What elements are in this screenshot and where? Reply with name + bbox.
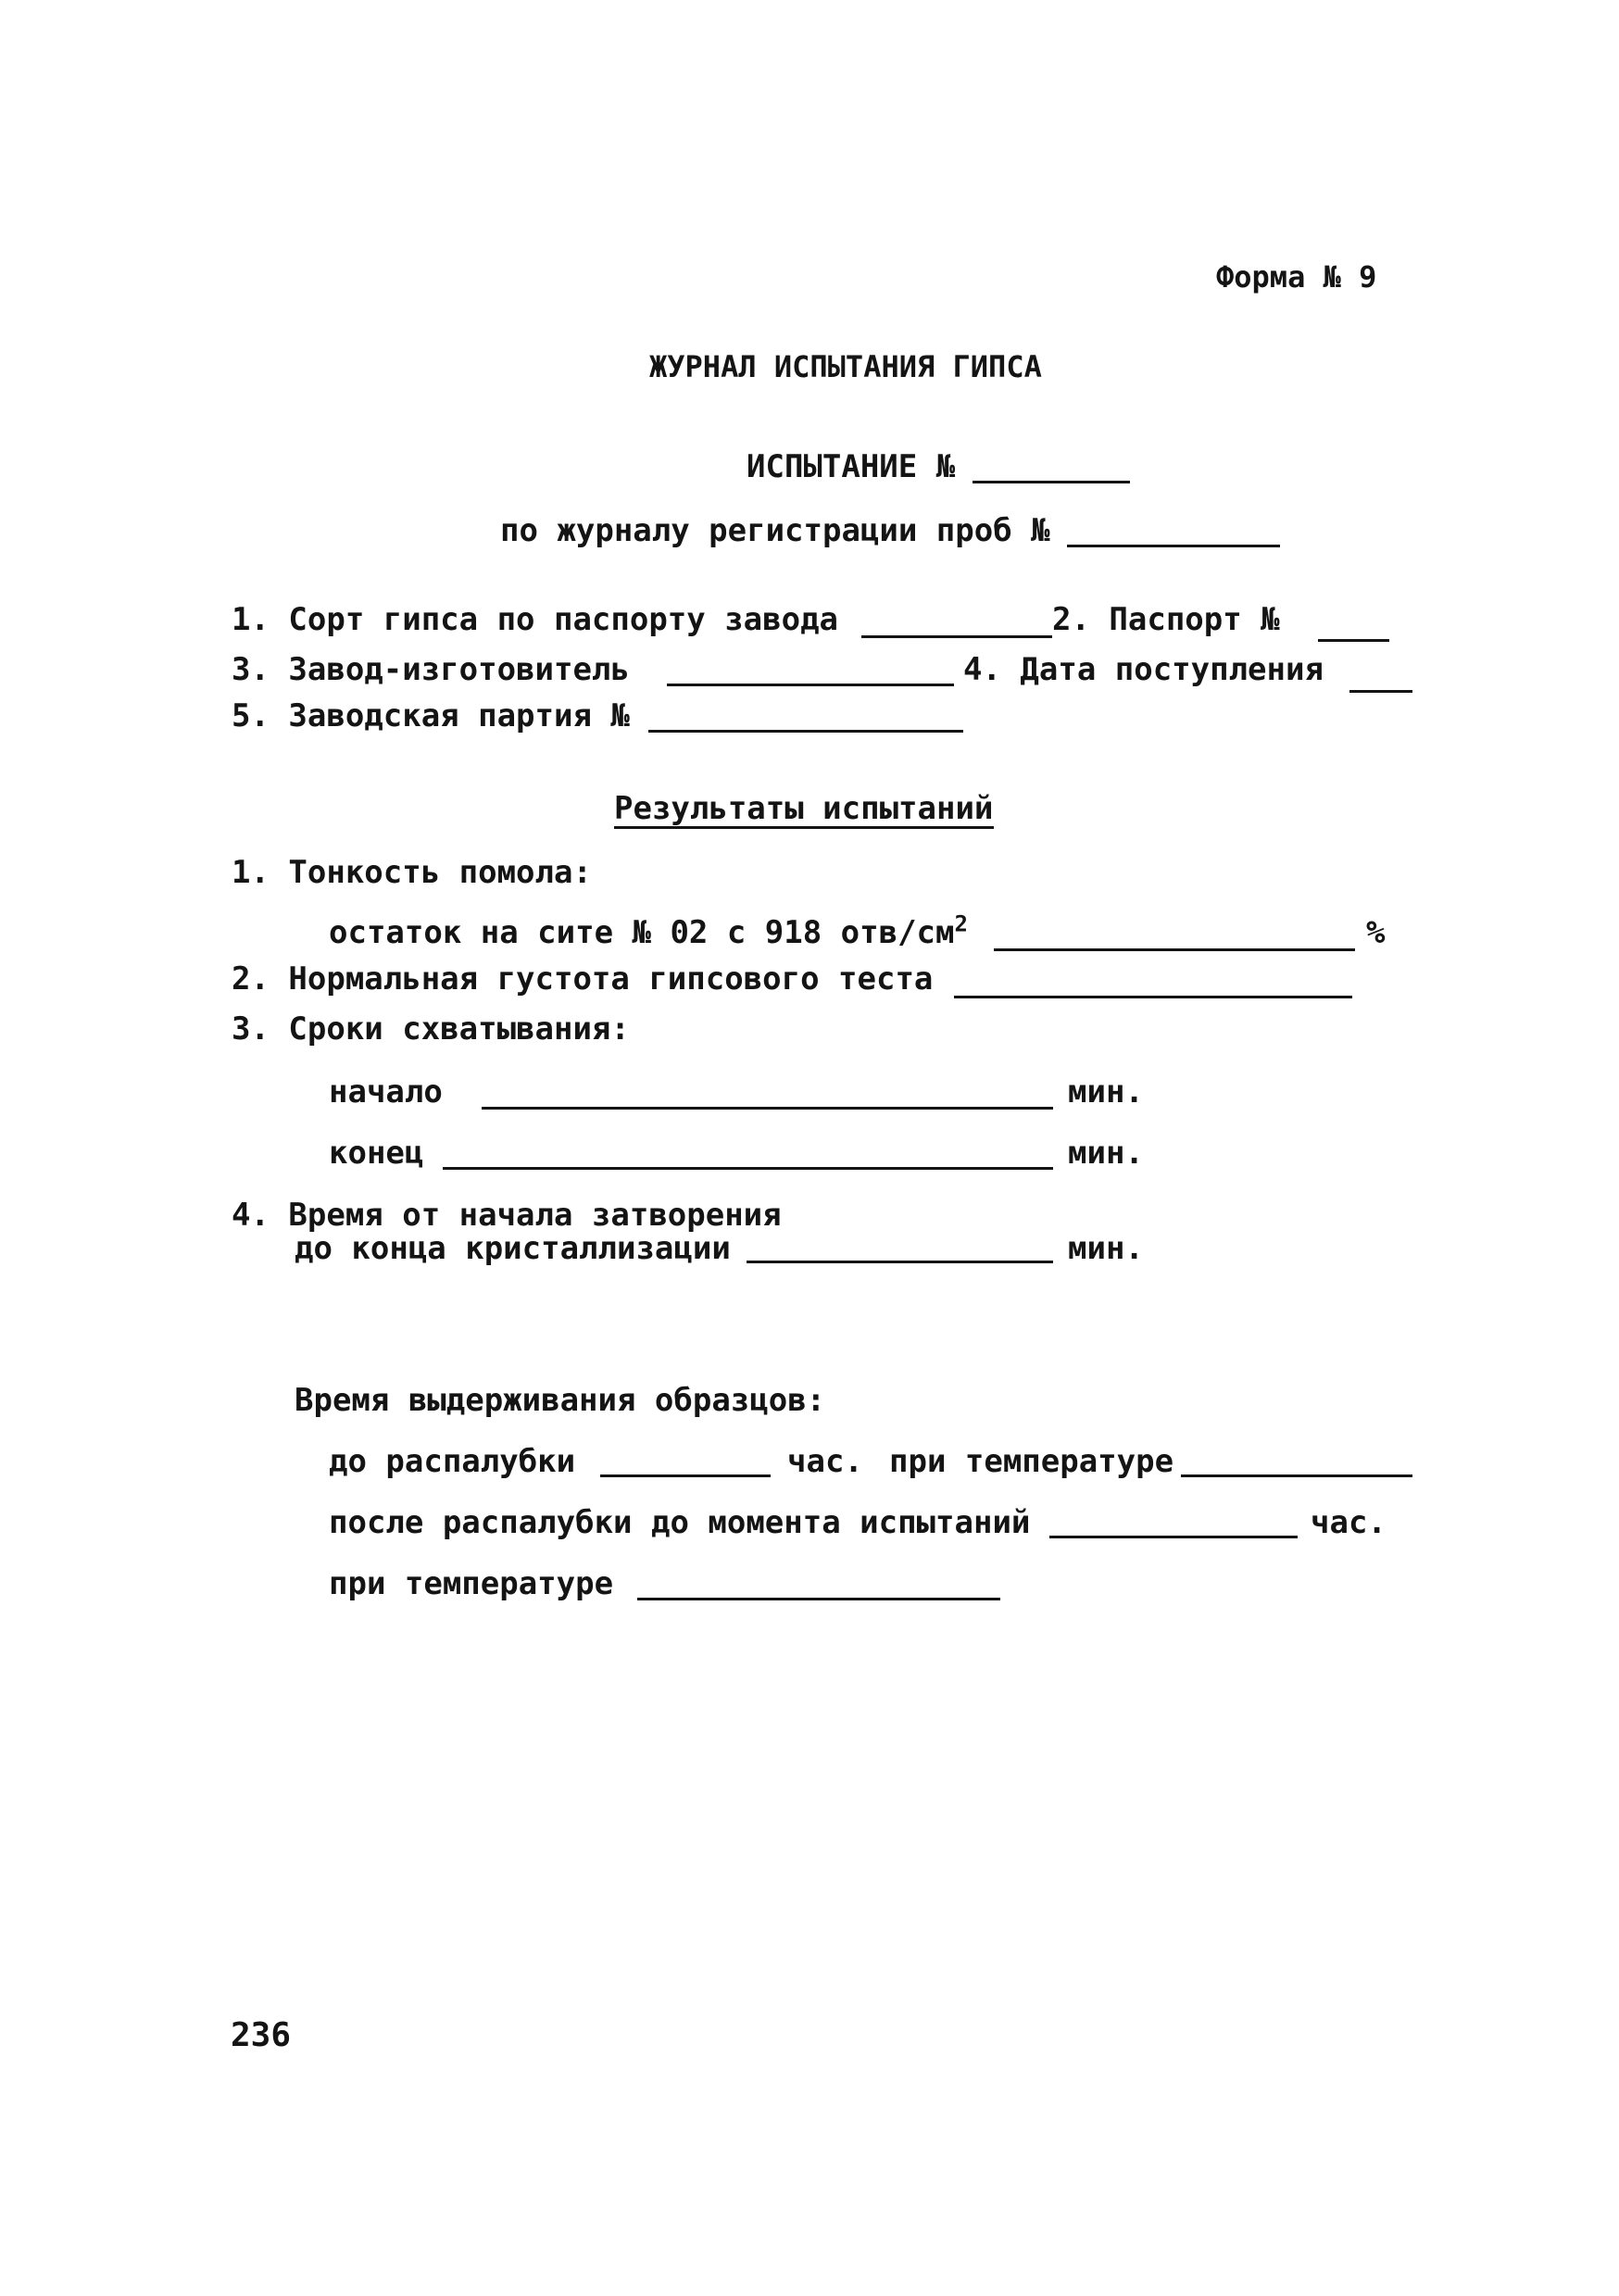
registry-number-label: по журналу регистрации проб № (500, 512, 1050, 549)
results-heading: Результаты испытаний (614, 790, 994, 827)
setting-end-unit: мин. (1068, 1135, 1144, 1172)
form-number-label: Форма № 9 (1216, 259, 1377, 295)
setting-start-label: начало (329, 1073, 443, 1110)
grinding-fineness-label: 1. Тонкость помола: (232, 854, 592, 891)
before-demolding-label: до распалубки (329, 1443, 576, 1480)
test-temperature-label: при температуре (329, 1565, 614, 1602)
test-number-label: ИСПЫТАНИЕ № (747, 448, 956, 485)
normal-consistency-label: 2. Нормальная густота гипсового теста (232, 960, 934, 997)
setting-end-field[interactable] (443, 1167, 1053, 1170)
after-demolding-label: после распалубки до момента испытаний (329, 1504, 1031, 1541)
setting-start-unit: мин. (1068, 1073, 1144, 1110)
crystallization-time-unit: мин. (1068, 1230, 1144, 1267)
arrival-date-field[interactable] (1349, 690, 1412, 693)
before-demolding-hours-unit: час. (787, 1443, 863, 1480)
results-heading-underline (614, 826, 994, 829)
gypsum-grade-field[interactable] (861, 635, 1052, 638)
percent-unit: % (1366, 914, 1386, 951)
page-number: 236 (231, 2016, 292, 2054)
crystallization-time-field[interactable] (747, 1261, 1053, 1263)
before-demolding-temp-field[interactable] (1181, 1474, 1412, 1477)
crystallization-time-label-line1: 4. Время от начала затворения (232, 1197, 782, 1234)
setting-start-field[interactable] (482, 1107, 1053, 1110)
setting-time-label: 3. Сроки схватывания: (232, 1010, 630, 1048)
gypsum-grade-label: 1. Сорт гипса по паспорту завода (232, 601, 839, 638)
manufacturer-field[interactable] (667, 684, 954, 686)
factory-batch-label: 5. Заводская партия № (232, 697, 630, 734)
manufacturer-label: 3. Завод-изготовитель (232, 651, 630, 688)
specimen-aging-heading: Время выдерживания образцов: (295, 1382, 826, 1419)
registry-number-field[interactable] (1067, 545, 1280, 547)
factory-batch-field[interactable] (648, 730, 963, 733)
crystallization-time-label-line2: до конца кристаллизации (295, 1230, 731, 1267)
test-number-field[interactable] (973, 481, 1130, 483)
arrival-date-label: 4. Дата поступления (963, 651, 1324, 688)
sieve-residue-field[interactable] (994, 948, 1355, 951)
after-demolding-hours-field[interactable] (1049, 1536, 1298, 1538)
before-demolding-temp-label: при температуре (889, 1443, 1174, 1480)
normal-consistency-field[interactable] (954, 996, 1352, 998)
passport-number-label: 2. Паспорт № (1052, 601, 1280, 638)
test-temperature-field[interactable] (637, 1598, 1000, 1600)
journal-title: ЖУРНАЛ ИСПЫТАНИЯ ГИПСА (649, 349, 1042, 384)
setting-end-label: конец (329, 1135, 424, 1172)
before-demolding-hours-field[interactable] (600, 1474, 771, 1477)
sieve-residue-label: остаток на сите № 02 с 918 отв/$см^2$ (329, 910, 968, 951)
after-demolding-hours-unit: час. (1311, 1504, 1387, 1541)
passport-number-field[interactable] (1318, 639, 1389, 642)
